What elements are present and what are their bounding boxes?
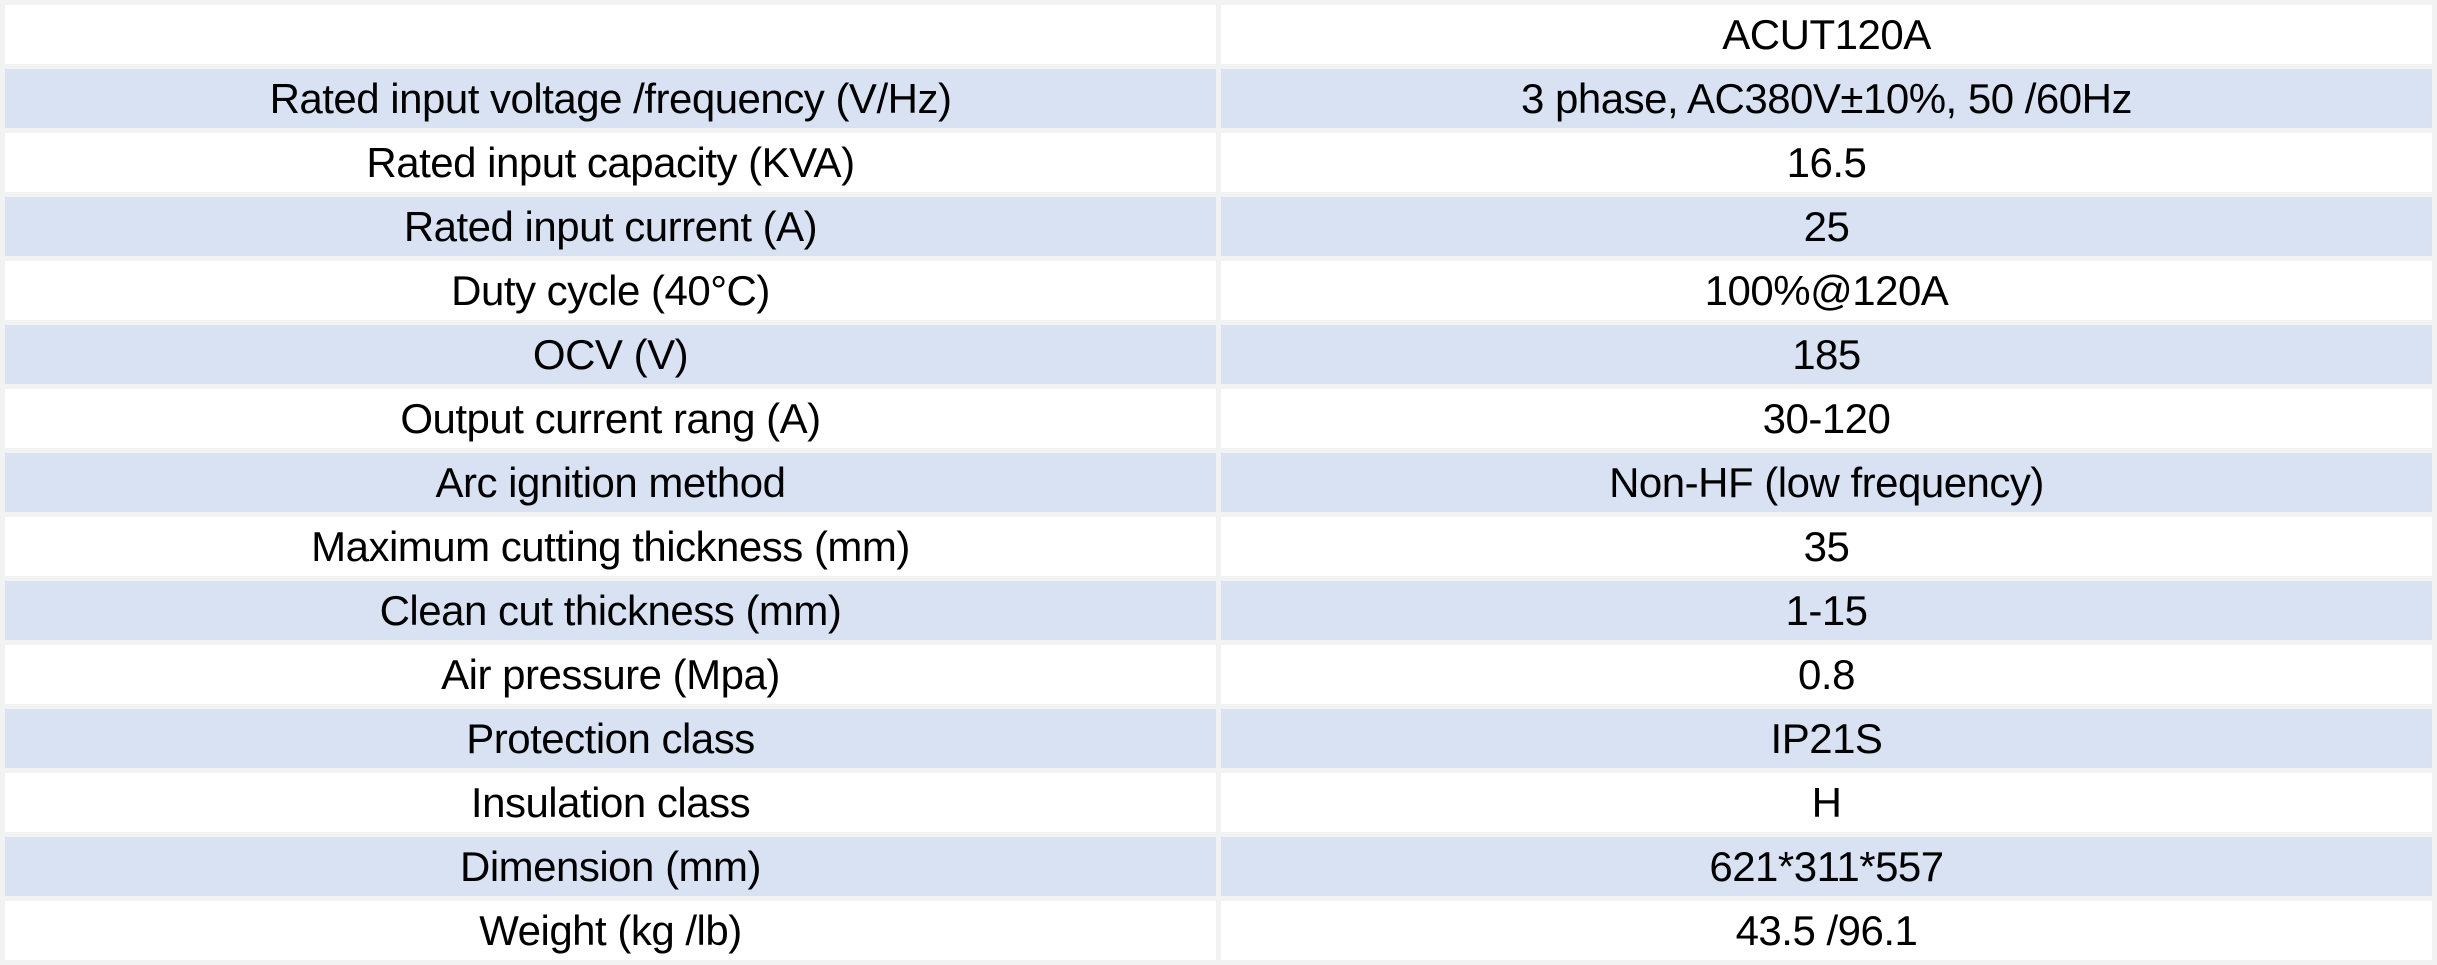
spec-label: Rated input capacity (KVA) — [5, 133, 1216, 192]
spec-label: Clean cut thickness (mm) — [5, 581, 1216, 640]
spec-value: 621*311*557 — [1221, 837, 2432, 896]
spec-value: 3 phase, AC380V±10%, 50 /60Hz — [1221, 69, 2432, 128]
spec-value: 30-120 — [1221, 389, 2432, 448]
spec-label: Rated input voltage /frequency (V/Hz) — [5, 69, 1216, 128]
spec-label: Duty cycle (40°C) — [5, 261, 1216, 320]
spec-value: 16.5 — [1221, 133, 2432, 192]
model-empty-cell — [5, 5, 1216, 64]
spec-label: Maximum cutting thickness (mm) — [5, 517, 1216, 576]
table-row — [5, 517, 2432, 576]
spec-label: Air pressure (Mpa) — [5, 645, 1216, 704]
header-row — [5, 5, 2432, 64]
table-row — [5, 197, 2432, 256]
spec-table-body — [5, 5, 2432, 960]
spec-label: Output current rang (A) — [5, 389, 1216, 448]
spec-label: Weight (kg /lb) — [5, 901, 1216, 960]
spec-value: 1-15 — [1221, 581, 2432, 640]
spec-value: 100%@120A — [1221, 261, 2432, 320]
table-row — [5, 901, 2432, 960]
table-row — [5, 581, 2432, 640]
table-row — [5, 325, 2432, 384]
spec-label: Dimension (mm) — [5, 837, 1216, 896]
spec-value: 35 — [1221, 517, 2432, 576]
table-row — [5, 69, 2432, 128]
table-row — [5, 453, 2432, 512]
model-name: ACUT120A — [1221, 5, 2432, 64]
spec-value: Non-HF (low frequency) — [1221, 453, 2432, 512]
spec-label: OCV (V) — [5, 325, 1216, 384]
spec-label: Insulation class — [5, 773, 1216, 832]
spec-label: Protection class — [5, 709, 1216, 768]
table-row — [5, 261, 2432, 320]
spec-label: Rated input current (A) — [5, 197, 1216, 256]
table-row — [5, 133, 2432, 192]
table-row — [5, 837, 2432, 896]
spec-value: 25 — [1221, 197, 2432, 256]
spec-value: IP21S — [1221, 709, 2432, 768]
table-row — [5, 773, 2432, 832]
table-row — [5, 709, 2432, 768]
spec-value: H — [1221, 773, 2432, 832]
table-row — [5, 645, 2432, 704]
spec-label: Arc ignition method — [5, 453, 1216, 512]
table-row — [5, 389, 2432, 448]
spec-value: 185 — [1221, 325, 2432, 384]
spec-value: 43.5 /96.1 — [1221, 901, 2432, 960]
spec-value: 0.8 — [1221, 645, 2432, 704]
